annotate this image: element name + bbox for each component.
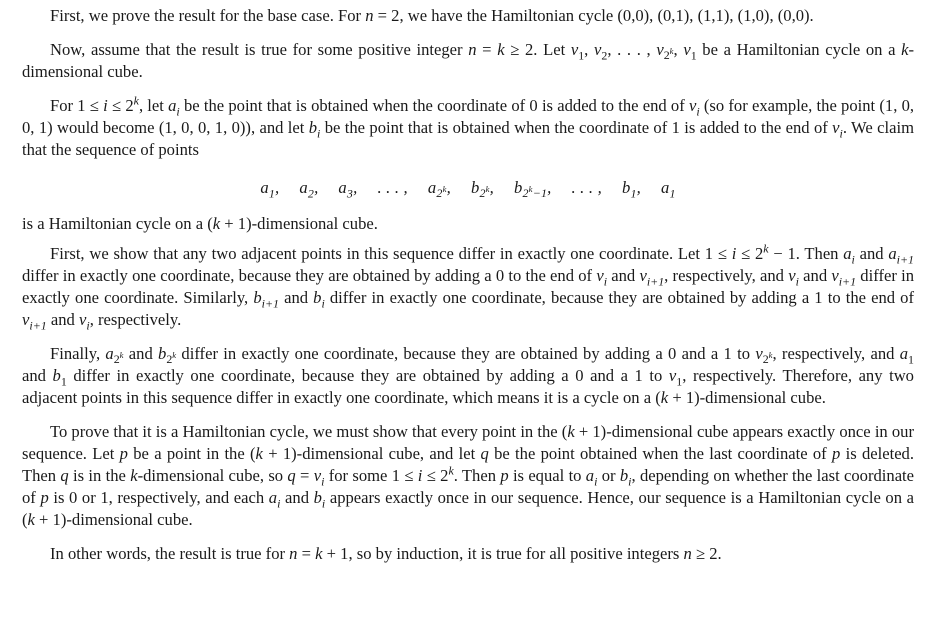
text-run: Now, assume that the result is true for some positive integer — [50, 40, 469, 59]
text-run: is 0 or 1, respectively, and each — [48, 488, 269, 507]
text-run: differ in exactly one coordinate. Similarly, — [22, 266, 914, 307]
text-run: be the point obtained when the last coordinate of — [488, 444, 832, 463]
text-run: and — [46, 310, 79, 329]
text-run: To prove that it is a Hamiltonian cycle, we must show that every point in the ( — [50, 422, 568, 441]
text-run: + 1, so by induction, it is true for all positive integers — [322, 544, 684, 563]
text-run: = — [295, 466, 314, 485]
text-run: is deleted. Then — [22, 444, 915, 485]
text-run: is in the — [68, 466, 131, 485]
text-run: and — [22, 366, 53, 385]
text-run: + 1)-dimensional cube appears exactly once in our sequence. Let — [22, 422, 914, 463]
text-run: for some 1 ≤ — [324, 466, 418, 485]
seq-term: $a_1$ — [660, 178, 676, 201]
text-run: + 1)-dimensional cube, and let — [262, 444, 481, 463]
text-run: , respectively. Therefore, any two adjacent points in this sequence differ in exactly one coordinate, which means it is a cycle on a ( — [22, 366, 914, 407]
text-run: ≤ 2 — [422, 466, 449, 485]
text-run: First, we show that any two adjacent points in this sequence differ in exactly one coordinate. Let 1 ≤ — [50, 244, 732, 263]
seq-term: $b_{2^k-1}$, — [514, 178, 552, 201]
text-run: (so for example, the point (1, 0, 0, 1) would become (1, 0, 0, 1, 0)), and let — [22, 96, 915, 137]
text-run: and — [798, 266, 832, 285]
text-run: , respectively. — [89, 310, 182, 329]
paragraph-construction: For $1 \le i \le 2^k$, let $a_i$ be the point that is obtained when the coordinate of 0 is added to the end of $v_i$ (so for example, the point (1, 0, 0, 1) would become (1, 0, 0, 1, 0)), and let $b_i$ be the point that is obtained when the coordinate of 1 is added to the end of $v_i$. We claim that the sequence of points — [22, 93, 915, 159]
text-run: ≤ 2 — [736, 244, 764, 263]
display-sequence — [22, 177, 914, 199]
text-run: ≥ 2. — [691, 544, 722, 563]
text-run: + 1)-dimensional cube. — [34, 510, 193, 529]
paragraph-base-case: First, we prove the result for the base case. For n = 2, we have the Hamiltonian cycle (0,0), (0,1), (1,1), (1,0), (0,0). — [50, 6, 814, 25]
text-run: ≥ 2. Let — [504, 40, 571, 59]
text-run: and — [278, 288, 314, 307]
text-run: be the point that is obtained when the coordinate of 1 is added to the end of — [320, 118, 833, 137]
text-run: and — [123, 344, 159, 363]
text-run: is equal to — [508, 466, 586, 485]
text-run: , depending on whether the last coordinate of — [22, 466, 915, 507]
text-run: , respectively, and — [664, 266, 789, 285]
text-run: . Then — [453, 466, 501, 485]
text-run: be a Hamiltonian cycle on a — [696, 40, 902, 59]
text-run: + 1)-dimensional cube. — [668, 388, 826, 407]
seq-term: $b_{2^k}$, — [470, 178, 494, 201]
text-run: In other words, the result is true for — [50, 544, 290, 563]
text-run: First, we prove the result for the base case. For — [50, 6, 366, 25]
seq-term: $a_1$, — [260, 178, 280, 201]
text-run: ≤ 2 — [107, 96, 134, 115]
paragraph-adjacent: First, we show that any two adjacent points in this sequence differ in exactly one coordinate. Let $1 \le i \le 2^k - 1$. Then $a_i$ and $a_{i+1}$ differ in exactly one coordinate, because they are obtained by adding a 0 to the end of $v_i$ and $v_{i+1}$, respectively, and $v_i$ and $v_{i+1}$ differ in exactly one coordinate. Similarly, $b_{i+1}$ and $b_i$ differ in exactly one coordinate, because they are obtained by adding a 1 to the end of $v_{i+1}$ and $v_i$, respectively. — [22, 241, 914, 333]
text-run: Finally, — [50, 344, 106, 363]
seq-term: . . . , — [571, 178, 602, 197]
seq-term: $a_{2^k}$, — [427, 178, 451, 201]
text-run: and — [280, 488, 314, 507]
text-run: differ in exactly one coordinate, because they are obtained by adding a 0 and a 1 to — [66, 366, 669, 385]
paragraph-claim: is a Hamiltonian cycle on a (k + 1)-dimensional cube. — [22, 214, 378, 233]
text-run: and — [607, 266, 640, 285]
text-run: . We claim that the sequence of points — [22, 118, 914, 159]
text-run: -dimensional cube, so — [137, 466, 288, 485]
seq-term: $a_2$, — [299, 178, 319, 201]
text-run: appears exactly once in our sequence. Hence, our sequence is a Hamiltonian cycle on a ( — [22, 488, 914, 529]
seq-term: $a_3$, — [338, 178, 358, 201]
text-run: , respectively, and — [772, 344, 900, 363]
paragraph-conclusion: In other words, the result is true for n = k + 1, so by induction, it is true for all positive integers n ≥ 2. — [50, 544, 722, 563]
text-run: = — [297, 544, 316, 563]
text-run: and — [854, 244, 889, 263]
text-run: or — [597, 466, 620, 485]
text-run: − 1. Then — [768, 244, 844, 263]
text-run: For 1 ≤ — [50, 96, 104, 115]
seq-term: $b_1$, — [621, 178, 641, 201]
text-run: = — [476, 40, 498, 59]
seq-term: . . . , — [377, 178, 408, 197]
text-run: differ in exactly one coordinate, because they are obtained by adding a 0 and a 1 to — [176, 344, 756, 363]
paragraph-induction-hypothesis: Now, assume that the result is true for some positive integer n = k ≥ 2. Let $v_1$, $v_2$, . . . , $v_{2^k}$, $v_1$ be a Hamiltonian cycle on a k-dimensional cube. — [22, 40, 915, 81]
text-run: differ in exactly one coordinate, because they are obtained by adding a 0 to the end of — [22, 266, 597, 285]
paragraph-hamiltonian: To prove that it is a Hamiltonian cycle, we must show that every point in the (k + 1)-dimensional cube appears exactly once in our sequence. Let p be a point in the (k + 1)-dimensional cube, and let q be the point obtained when the last coordinate of p is deleted. Then q is in the k-dimensional cube, so $q = v_i$ for some $1 \le i \le 2^k$. Then p is equal to $a_i$ or $b_i$, depending on whether the last coordinate of p is 0 or 1, respectively, and each $a_i$ and $b_i$ appears exactly once in our sequence. Hence, our sequence is a Hamiltonian cycle on a (k + 1)-dimensional cube. — [22, 422, 915, 529]
text-run: -dimensional cube. — [22, 40, 915, 81]
text-run: differ in exactly one coordinate, because they are obtained by adding a 1 to the end of — [324, 288, 914, 307]
text-run: , let — [138, 96, 169, 115]
paragraph-finally: Finally, $a_{2^k}$ and $b_{2^k}$ differ in exactly one coordinate, because they are obtained by adding a 0 and a 1 to $v_{2^k}$, respectively, and $a_1$ and $b_1$ differ in exactly one coordinate, because they are obtained by adding a 0 and a 1 to $v_1$, respectively. Therefore, any two adjacent points in this sequence differ in exactly one coordinate, which means it is a cycle on a (k + 1)-dimensional cube. — [22, 344, 914, 407]
text-run: be the point that is obtained when the coordinate of 0 is added to the end of — [179, 96, 689, 115]
text-run: = 2, we have the Hamiltonian cycle (0,0), (0,1), (1,1), (1,0), (0,0). — [373, 6, 814, 25]
text-run: be a point in the ( — [127, 444, 256, 463]
